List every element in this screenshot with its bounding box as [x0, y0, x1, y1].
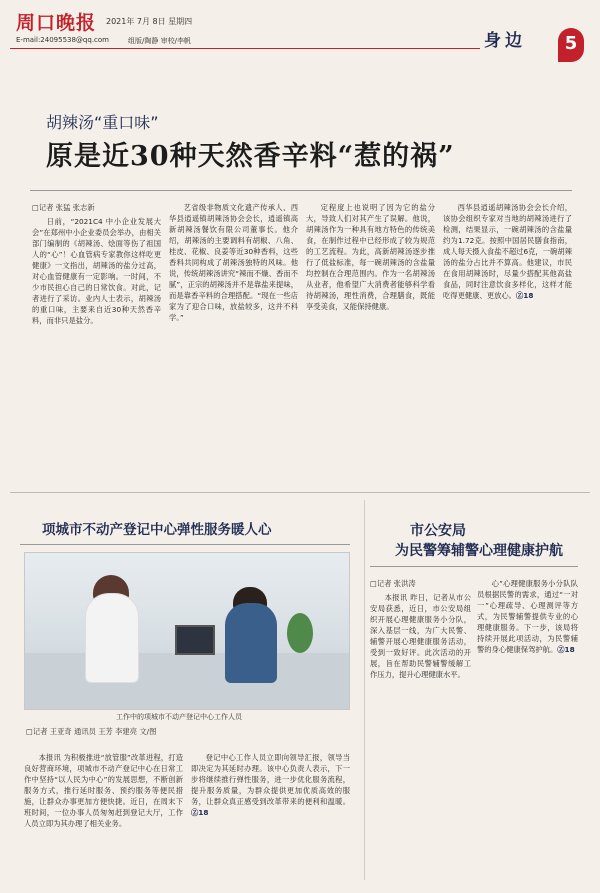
- issue-date: 2021年 7月 8日 星期四: [106, 17, 193, 26]
- text-column-2: [169, 202, 298, 482]
- article-byline: □记者 张猛 张志新: [32, 203, 95, 212]
- bottom-right-article: [370, 500, 582, 885]
- paragraph: 本报讯 昨日，记者从市公安局获悉，近日，市公安局组织开展心理健康服务小分队，深入基层一线，为广大民警、辅警开展心理健康服务活动，受到一致好评。此次活动的开展，旨在帮助民警辅警缓解工作压力，提升心理健康水平。: [370, 593, 471, 679]
- photo-caption: 工作中的项城市不动产登记中心工作人员: [116, 713, 242, 721]
- column-divider: [364, 500, 365, 880]
- bottom-left-article: [20, 500, 360, 885]
- masthead-rule: [10, 48, 480, 49]
- headline-rule: [20, 544, 350, 545]
- headline-rule: [30, 190, 572, 191]
- headline-rule: [370, 566, 578, 567]
- paragraph: 艺省级非物质文化遗产传承人、西华县逍遥镇胡辣汤协会会长，逍遥镇高新胡辣汤餐饮有限公司董事长。他介绍，胡辣汤的主要调料有胡椒、八角、桂皮、花椒、良姜等近30种香料，这些香料共同构成了胡辣汤独特的风味。他说，传统胡辣汤讲究“辣而不燥、香而不腻”，正宗的胡辣汤并不是靠盐来提味，而是靠香辛料的合理搭配。“现在一些店家为了迎合口味，放盐较多，这并不科学。”: [169, 203, 298, 322]
- paragraph: 西华县逍遥胡辣汤协会会长介绍，该协会组织专家对当地的胡辣汤进行了检测，结果显示，一碗胡辣汤的含盐量约为1.72克。按照中国居民膳食指南，成人每天摄入食盐不超过6克，一碗胡辣汤的盐分占比并不算高。他建议，市民在食用胡辣汤时，尽量少搭配其他高盐食品，同时注意饮食多样化，这样才能吃得更健康、更放心。Ⓩ18: [443, 203, 572, 300]
- photo-staff-member: [85, 593, 139, 683]
- article-columns: [370, 578, 578, 878]
- text-column-2: [191, 752, 350, 882]
- section-name: 身边: [484, 31, 526, 51]
- paragraph: 登记中心工作人员立即向领导汇报，领导当即决定为其延时办理。该中心负责人表示，下一步将继续推行弹性服务，进一步优化服务流程，提升服务质量，为群众提供更加优质高效的服务，让群众真正感受到改革带来的便利和温暖。Ⓩ18: [191, 753, 350, 817]
- paragraph: 日前，“2021C4 中小企业发展大会”在郑州中小企业委员会举办，由相关部门编制的《胡辣汤、烩面等伤了祖国人的“心”！心血管病专家教你这样吃更健康》一文指出，胡辣汤的盐分过高，对心血管健康有一定影响。一时间，不少市民担心自己的日常饮食。对此，记者进行了采访。业内人士表示，胡辣汤的重口味，主要来自近30种天然香辛料，而非只是盐分。: [32, 217, 161, 325]
- text-column-1: [370, 578, 471, 878]
- news-photo: [24, 552, 350, 710]
- paragraph: 心”心理健康服务小分队队员根据民警的需求，通过“一对一”心理疏导、心理测评等方式，为民警辅警提供专业的心理健康服务。下一步，该局将持续开展此项活动，为民警辅警的身心健康保驾护航。Ⓩ18: [477, 579, 578, 654]
- article-columns: [32, 202, 572, 482]
- text-column-4: [443, 202, 572, 482]
- photo-desk: [25, 653, 350, 710]
- editor-credit: 组版/陶静 审校/李帆: [128, 37, 191, 45]
- photo-plant: [287, 613, 313, 653]
- photo-staff-member: [225, 603, 277, 683]
- paragraph: 定程度上也说明了因为它的盐分大，导致人们对其产生了误解。他说，胡辣汤作为一种具有地方特色的传统美食，在制作过程中已经形成了较为规范的工艺流程。为此，高新胡辣汤逐步推行了低盐标准，每一碗胡辣汤的含盐量均控制在合理范围内。作为一名胡辣汤从业者，他希望广大消费者能够科学看待胡辣汤，理性消费，合理膳食，既能享受美食，又能保持健康。: [306, 203, 435, 311]
- article-headline: 原是近30种天然香辛料“惹的祸”: [46, 141, 455, 172]
- masthead: [10, 6, 592, 70]
- article-headline-line2: 为民警筹辅警心理健康护航: [395, 543, 563, 559]
- article-byline: □记者 王亚奇 通讯员 王芳 李建亮 文/图: [26, 727, 157, 736]
- article-headline-line1: 市公安局: [410, 523, 466, 539]
- text-column-2: [477, 578, 578, 878]
- page-number-badge: 5: [558, 28, 584, 62]
- photo-monitor: [175, 625, 215, 655]
- article-headline: 项城市不动产登记中心弹性服务暖人心: [42, 522, 272, 538]
- text-column-1: [32, 202, 161, 482]
- article-byline: □记者 张洪涛: [370, 579, 416, 588]
- article-kicker: 胡辣汤“重口味”: [46, 113, 159, 132]
- text-column-1: [24, 752, 183, 882]
- article-columns: [24, 752, 350, 882]
- paragraph: 本报讯 为积极推进“放管服”改革进程，打造良好营商环境，项城市不动产登记中心在日常工作中坚持“以人民为中心”的发展思想，不断创新服务方式，推行延时服务、预约服务等便民措施，让群众办事更加方便快捷。近日，在周末下班时间，一位办事人员匆匆赶到登记大厅，工作人员立即为其办理了相关业务。: [24, 753, 183, 828]
- section-divider: [10, 492, 590, 493]
- text-column-3: [306, 202, 435, 482]
- contact-email: E-mail:24095538@qq.com: [16, 36, 109, 44]
- top-article: [20, 90, 580, 488]
- newspaper-logo: 周口晚报: [16, 12, 97, 34]
